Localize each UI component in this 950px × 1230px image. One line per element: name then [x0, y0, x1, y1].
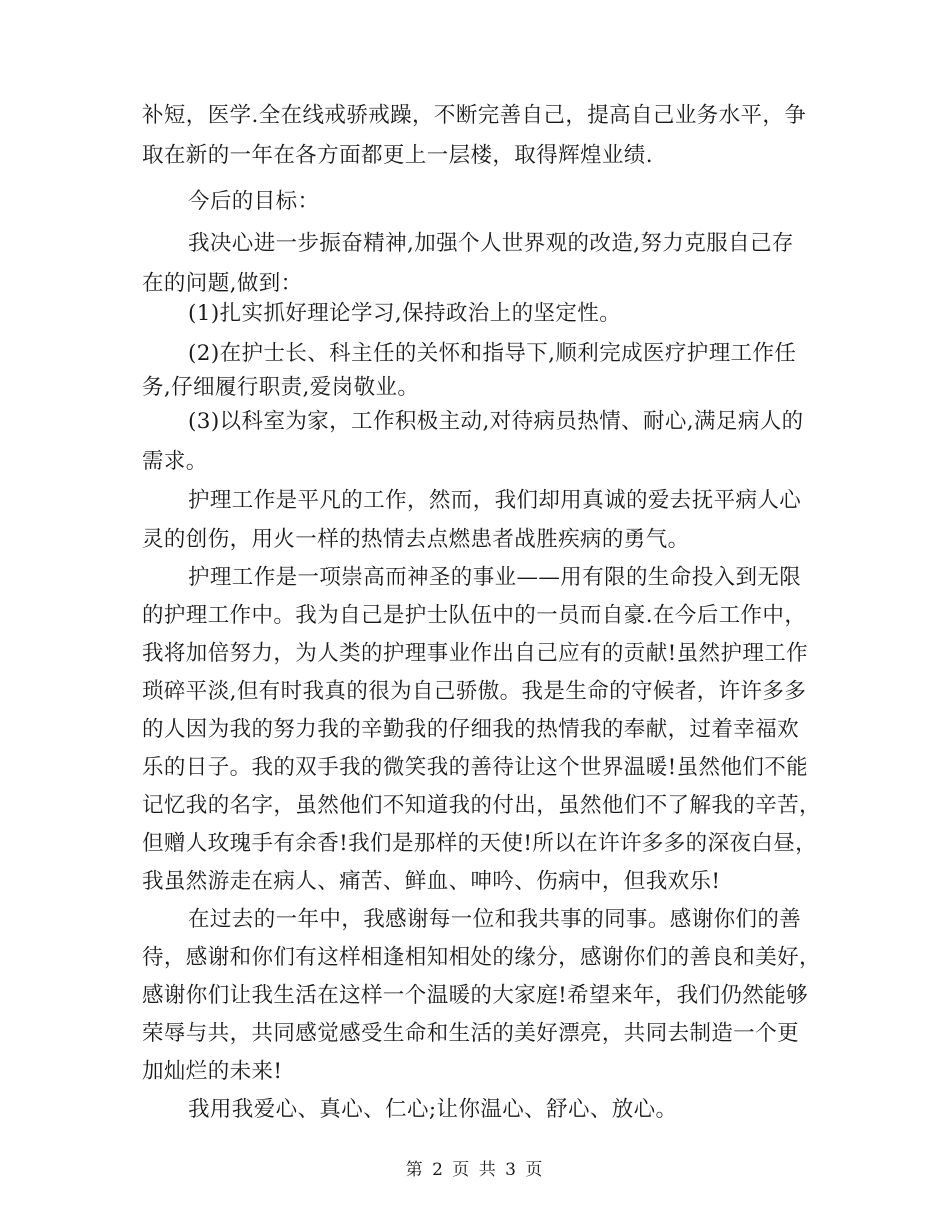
text-line: 灵的创伤，用火一样的热情去点燃患者战胜疾病的勇气。 — [142, 527, 690, 552]
text-line: 取在新的一年在各方面都更上一层楼，取得辉煌业绩. — [142, 143, 653, 168]
text-line: 记忆我的名字，虽然他们不知道我的付出，虽然他们不了解我的辛苦， — [142, 793, 821, 818]
text-line: 琐碎平淡,但有时我真的很为自己骄傲。我是生命的守候者，许许多多 — [142, 679, 807, 704]
text-line: 我用我爱心、真心、仁心;让你温心、舒心、放心。 — [188, 1097, 678, 1122]
text-line: 加灿烂的未来! — [142, 1059, 283, 1084]
page-number: 第 2 页 共 3 页 — [405, 1160, 545, 1180]
text-line: 我决心进一步振奋精神,加强个人世界观的改造,努力克服自己存 — [188, 231, 794, 256]
list-item: (3)以科室为家，工作积极主动,对待病员热情、耐心,满足病人的 — [188, 409, 804, 434]
list-item: (2)在护士长、科主任的关怀和指导下,顺利完成医疗护理工作任 — [188, 341, 797, 366]
text-line: 补短，医学.全在线戒骄戒躁，不断完善自己，提高自己业务水平，争 — [142, 103, 807, 128]
text-line: 待，感谢和你们有这样相逢相知相处的缘分，感谢你们的善良和美好， — [142, 945, 821, 970]
text-line: 在过去的一年中，我感谢每一位和我共事的同事。感谢你们的善 — [188, 907, 802, 932]
text-line: 荣辱与共，共同感觉感受生命和生活的美好漂亮，共同去制造一个更 — [142, 1021, 800, 1046]
text-line: 感谢你们让我生活在这样一个温暖的大家庭!希望来年，我们仍然能够 — [142, 983, 809, 1008]
text-line: 的人因为我的努力我的辛勤我的仔细我的热情我的奉献，过着幸福欢 — [142, 717, 800, 742]
text-line: 护理工作是一项崇高而神圣的事业——用有限的生命投入到无限 — [188, 565, 802, 590]
text-line: 的护理工作中。我为自己是护士队伍中的一员而自豪.在今后工作中， — [142, 603, 807, 628]
text-line: 我虽然游走在病人、痛苦、鲜血、呻吟、伤病中，但我欢乐! — [142, 869, 721, 894]
text-line: 需求。 — [142, 449, 208, 474]
text-line: 我将加倍努力，为人类的护理事业作出自己应有的贡献!虽然护理工作 — [142, 641, 809, 666]
text-line: 但赠人玫瑰手有余香!我们是那样的天使!所以在许许多多的深夜白昼， — [142, 831, 818, 856]
text-line: 乐的日子。我的双手我的微笑我的善待让这个世界温暖!虽然他们不能 — [142, 755, 809, 780]
section-heading: 今后的目标： — [188, 189, 320, 214]
text-line: 护理工作是平凡的工作，然而，我们却用真诚的爱去抚平病人心 — [188, 488, 802, 513]
text-line: 务,仔细履行职责,爱岗敬业。 — [142, 375, 420, 400]
text-line: 在的问题,做到： — [142, 271, 303, 296]
list-item: (1)扎实抓好理论学习,保持政治上的坚定性。 — [188, 301, 622, 326]
